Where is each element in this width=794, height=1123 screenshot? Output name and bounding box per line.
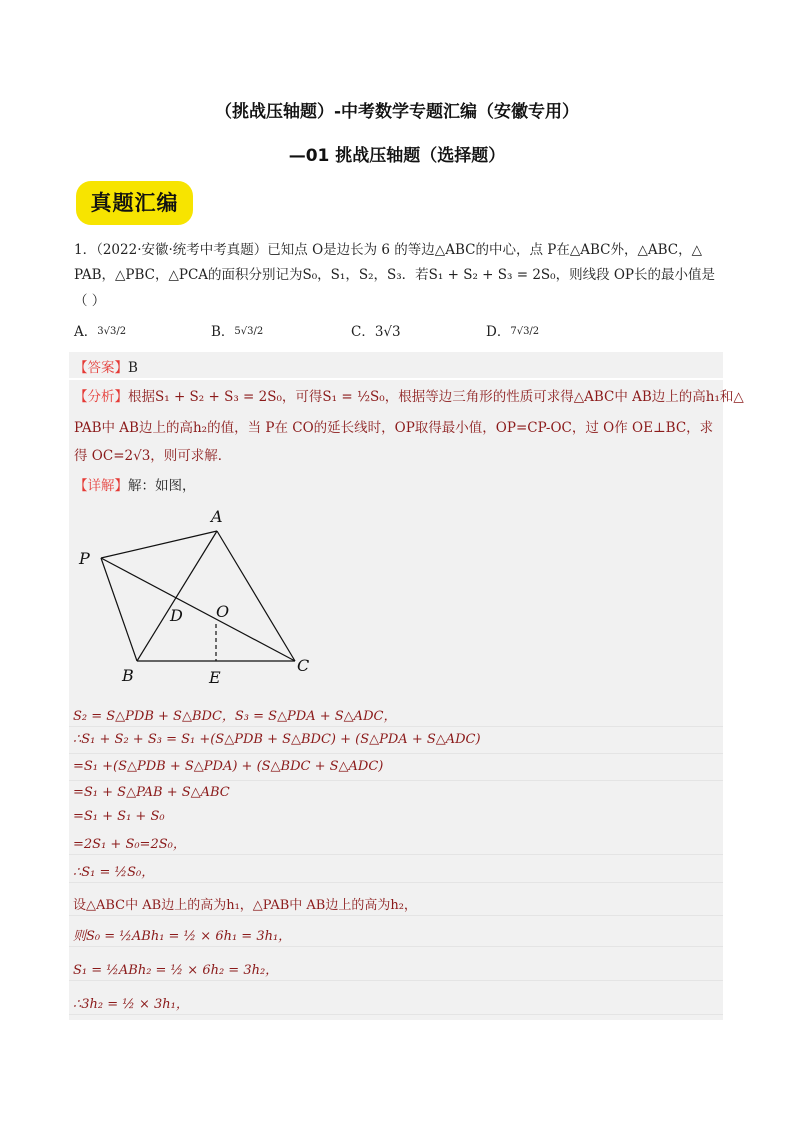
question-line-2: PAB，△PBC，△PCA的面积分别记为S₀，S₁，S₂，S₃．若S₁ + S₂ + S₃ = 2S₀，则线段 OP长的最小值是	[74, 267, 716, 283]
segment-pb	[101, 558, 137, 661]
step-9	[69, 922, 723, 947]
point-label-e: E	[209, 668, 221, 687]
document-title-line2: —01 挑战压轴题（选择题）	[288, 146, 506, 166]
question-line-3: （ ）	[74, 293, 106, 309]
step-4-text: =S₁ + S△PAB + S△ABC	[73, 785, 230, 800]
analysis-text-2: PAB中 AB边上的高h₂的值，当 P在 CO的延长线时，OP取得最小值，OP=CP-OC，过 O作 OE⊥BC，求	[74, 420, 714, 436]
step-8	[69, 891, 723, 916]
document-title-line1: （挑战压轴题）-中考数学专题汇编（安徽专用）	[214, 102, 580, 122]
step-11-text: ∴3h₂ = ½ × 3h₁，	[73, 997, 189, 1012]
analysis-line-2	[74, 416, 713, 436]
step-1	[69, 702, 723, 727]
analysis-text-1: 根据S₁ + S₂ + S₃ = 2S₀，可得S₁ = ½S₀，根据等边三角形的性质可求得△ABC中 AB边上的高h₁和△	[128, 389, 744, 405]
segment-ac	[217, 531, 295, 661]
analysis-text-3: 得 OC=2√3，则可求解．	[74, 448, 232, 464]
step-3-text: =S₁ +(S△PDB + S△PDA) + (S△BDC + S△ADC)	[73, 759, 384, 774]
step-5	[69, 806, 723, 831]
segment-ab	[137, 531, 217, 661]
step-8-text: 设△ABC中 AB边上的高为h₁，△PAB中 AB边上的高为h₂，	[73, 898, 417, 913]
option-c-label: C．	[351, 324, 375, 340]
option-a	[74, 320, 126, 340]
point-label-p: P	[79, 549, 90, 568]
answer-value: B	[128, 360, 138, 376]
step-9-text: 则S₀ = ½ABh₁ = ½ × 6h₁ = 3h₁，	[73, 929, 292, 944]
step-3	[69, 756, 723, 781]
section-badge: 真题汇编	[76, 181, 193, 225]
detail-line	[74, 474, 196, 494]
step-2-text: ∴S₁ + S₂ + S₃ = S₁ +(S△PDB + S△BDC) + (S△PDA + S△ADC)	[73, 732, 481, 747]
option-b-value: 5√3/2	[234, 326, 264, 337]
option-c-value: 3√3	[374, 324, 401, 340]
analysis-line-1	[74, 385, 744, 405]
option-a-label: A．	[74, 324, 98, 340]
step-5-text: =S₁ + S₁ + S₀	[73, 809, 165, 824]
step-4	[69, 782, 723, 807]
option-d	[486, 320, 539, 340]
point-label-d: D	[170, 606, 183, 625]
analysis-line-3	[74, 444, 231, 464]
question-line-1: 1．（2022·安徽·统考中考真题）已知点 O是边长为 6 的等边△ABC的中心，点 P在△ABC外，△ABC，△	[74, 242, 702, 258]
point-label-c: C	[297, 656, 310, 675]
step-1-text: S₂ = S△PDB + S△BDC，S₃ = S△PDA + S△ADC，	[73, 709, 397, 724]
step-7	[69, 858, 723, 883]
option-c	[351, 320, 401, 340]
option-a-value: 3√3/2	[97, 326, 127, 337]
option-d-label: D．	[486, 324, 511, 340]
point-label-b: B	[122, 666, 134, 685]
option-d-value: 7√3/2	[510, 326, 540, 337]
step-2	[69, 729, 723, 754]
step-6-text: =2S₁ + S₀=2S₀，	[73, 837, 186, 852]
option-b	[211, 320, 263, 340]
point-label-o: O	[216, 602, 230, 621]
step-10	[69, 956, 723, 981]
segment-pa	[101, 531, 217, 558]
step-7-text: ∴S₁ = ½S₀，	[73, 865, 155, 880]
detail-tag: 【详解】	[74, 478, 128, 494]
step-10-text: S₁ = ½ABh₂ = ½ × 6h₂ = 3h₂，	[73, 963, 279, 978]
answer-block	[69, 352, 723, 378]
step-11	[69, 990, 723, 1015]
step-6	[69, 830, 723, 855]
answer-line	[74, 356, 138, 376]
detail-text: 解：如图，	[128, 478, 196, 494]
point-label-a: A	[211, 507, 223, 526]
geometry-figure	[69, 500, 369, 700]
answer-options	[74, 320, 724, 348]
answer-tag: 【答案】	[74, 360, 128, 376]
option-b-label: B．	[211, 324, 235, 340]
analysis-tag: 【分析】	[74, 389, 128, 405]
segment-pc	[101, 558, 295, 661]
